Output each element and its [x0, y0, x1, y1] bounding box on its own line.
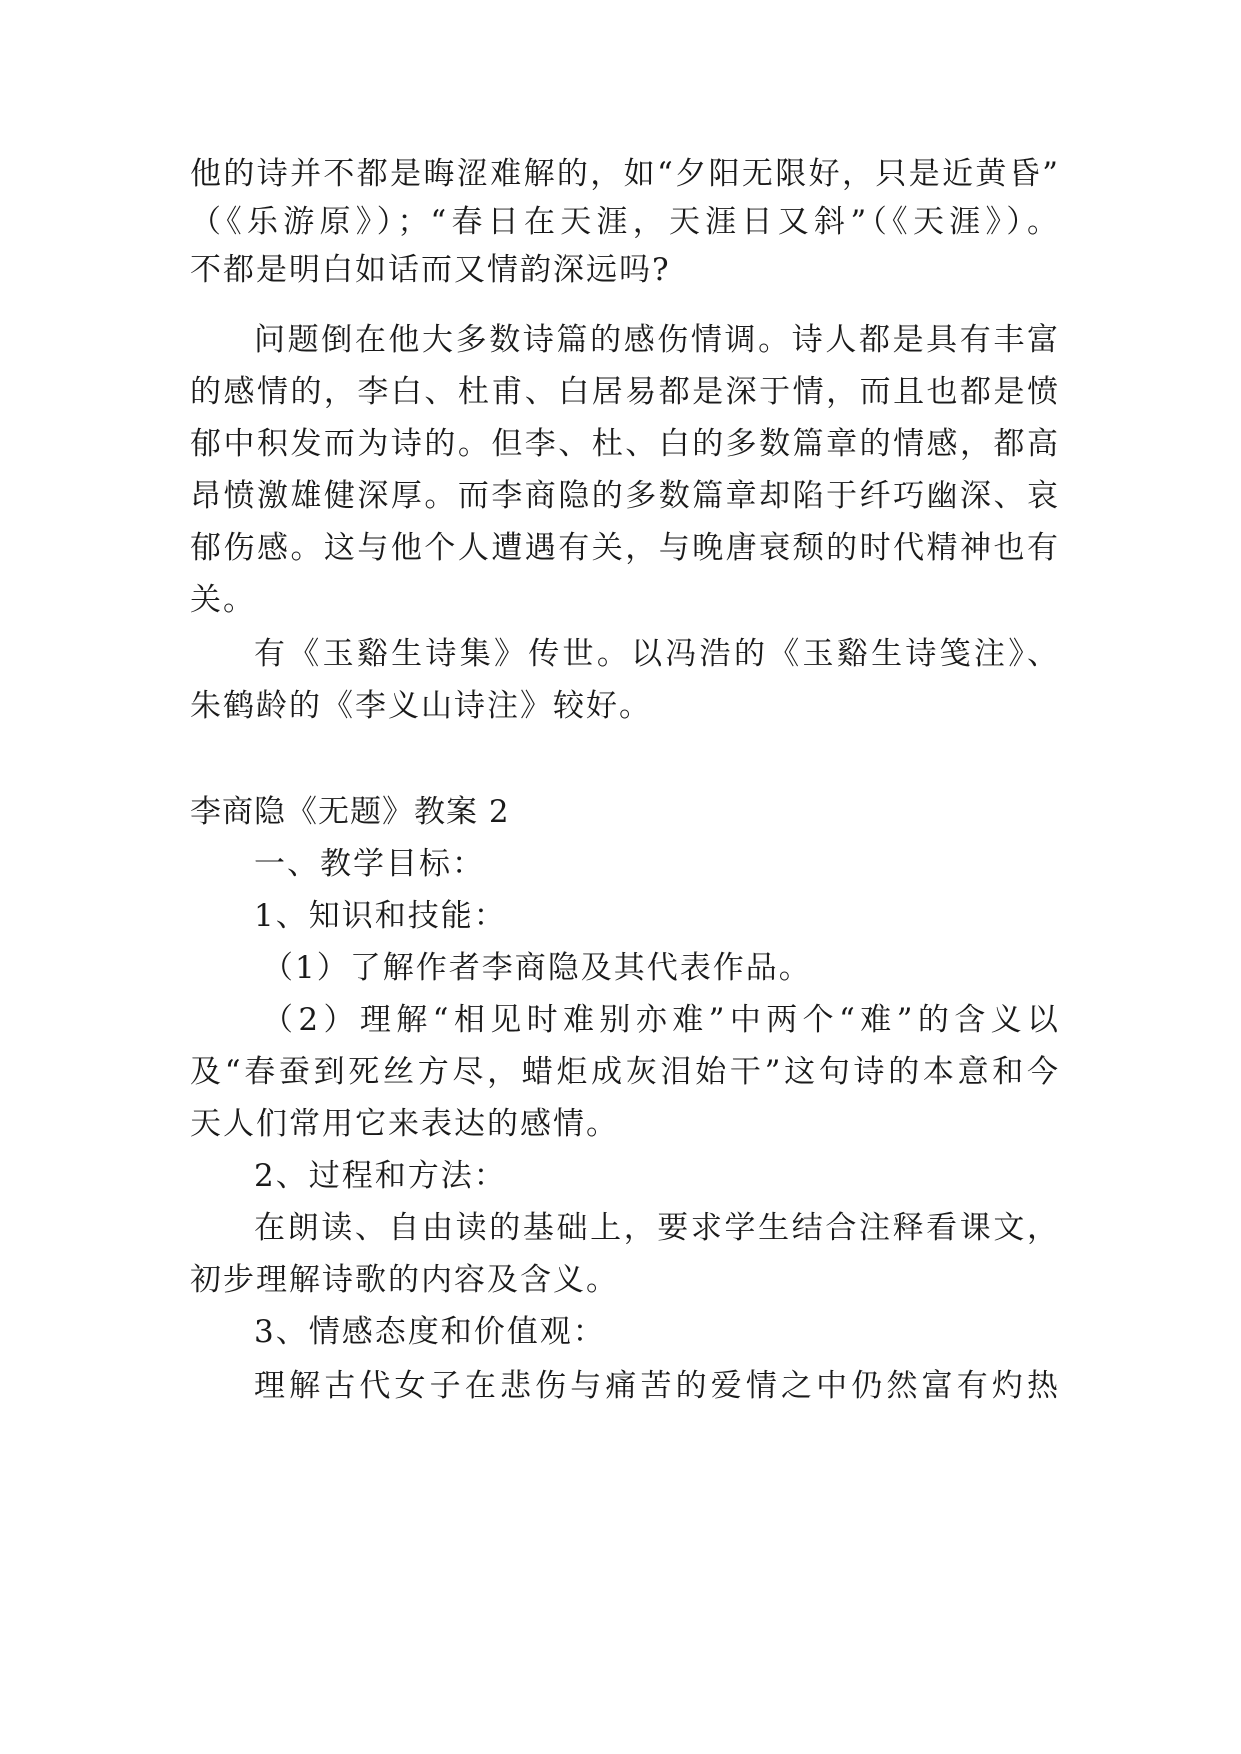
text-line: 关。 [190, 582, 256, 618]
text-line: 1、知识和技能： [254, 898, 507, 934]
section-heading: 李商隐《无题》教案 2 [190, 794, 510, 830]
text-line: 郁伤感。这与他个人遭遇有关，与晚唐衰颓的时代精神也有 [190, 530, 1060, 566]
text-line: 问题倒在他大多数诗篇的感伤情调。诗人都是具有丰富 [254, 322, 1060, 358]
text-line: 初步理解诗歌的内容及含义。 [190, 1262, 619, 1298]
text-line: 2、过程和方法： [254, 1158, 507, 1194]
text-line: 有《玉谿生诗集》传世。以冯浩的《玉谿生诗笺注》、 [254, 636, 1060, 672]
text-line: （《乐游原》）；“春日在天涯，天涯日又斜”（《天涯》）。 [190, 204, 1060, 240]
text-line: 的感情的，李白、杜甫、白居易都是深于情，而且也都是愤 [190, 374, 1060, 410]
text-line: 昂愤激雄健深厚。而李商隐的多数篇章却陷于纤巧幽深、哀 [190, 478, 1060, 514]
text-line: 不都是明白如话而又情韵深远吗? [190, 252, 671, 288]
text-line: 他的诗并不都是晦涩难解的，如“夕阳无限好，只是近黄昏” [190, 156, 1060, 192]
text-line: 理解古代女子在悲伤与痛苦的爱情之中仍然富有灼热 [254, 1368, 1060, 1404]
text-line: （1）了解作者李商隐及其代表作品。 [262, 950, 812, 986]
text-line: 天人们常用它来表达的感情。 [190, 1106, 619, 1142]
text-line: （2）理解“相见时难别亦难”中两个“难”的含义以 [262, 1002, 1060, 1038]
text-line: 一、教学目标： [254, 846, 485, 882]
text-line: 在朗读、自由读的基础上，要求学生结合注释看课文， [254, 1210, 1060, 1246]
text-line: 朱鹤龄的《李义山诗注》较好。 [190, 688, 652, 724]
text-line: 及“春蚕到死丝方尽，蜡炬成灰泪始干”这句诗的本意和今 [190, 1054, 1060, 1090]
text-line: 郁中积发而为诗的。但李、杜、白的多数篇章的情感，都高 [190, 426, 1060, 462]
text-line: 3、情感态度和价值观： [254, 1314, 606, 1350]
